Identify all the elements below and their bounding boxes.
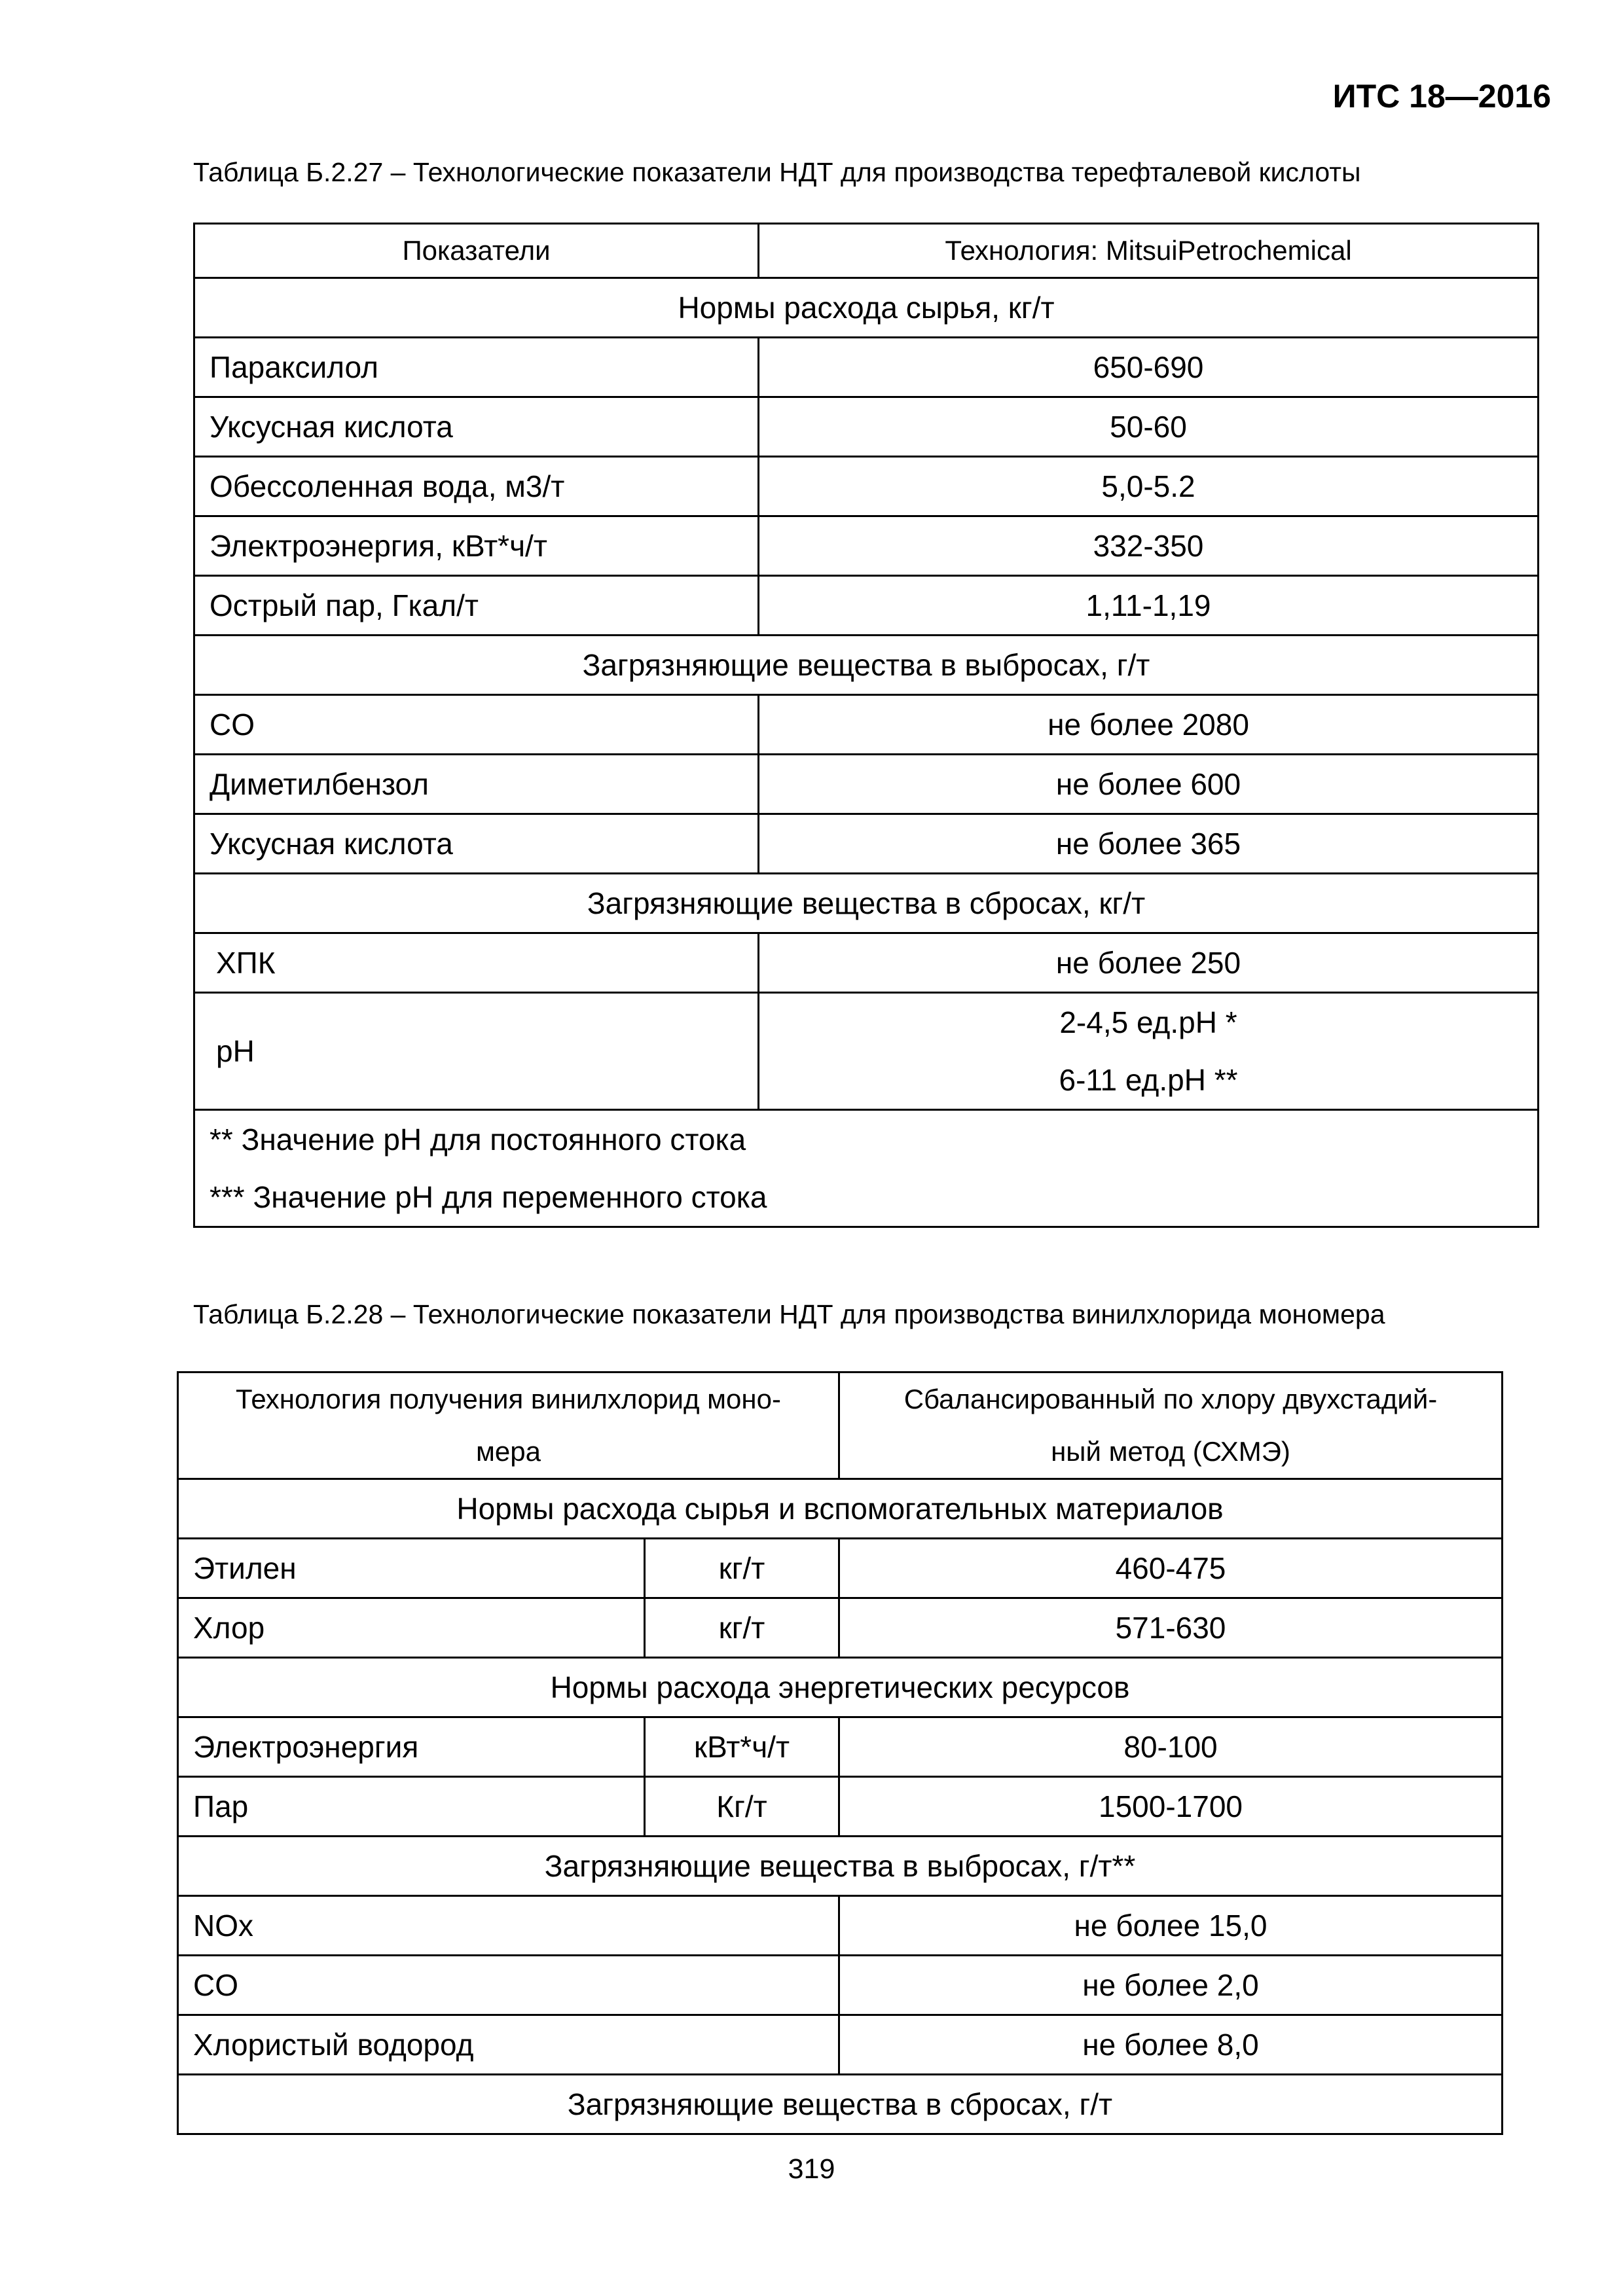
header-cell-technology — [178, 1372, 839, 1479]
table-row — [178, 1717, 1503, 1777]
row-label: Уксусная кислота — [194, 814, 759, 874]
table-row — [194, 397, 1539, 457]
header-cell-indicators: Показатели — [194, 224, 759, 278]
row-label: Электроэнергия, кВт*ч/т — [194, 516, 759, 576]
section-title: Нормы расхода сырья и вспомогательных материалов — [178, 1479, 1503, 1539]
section-row — [178, 1479, 1503, 1539]
row-label: Хлористый водород — [178, 2015, 839, 2075]
vinyl-chloride-table — [177, 1371, 1503, 2135]
table-row — [194, 933, 1539, 993]
table-row — [194, 516, 1539, 576]
row-label: CO — [178, 1956, 839, 2015]
row-value: не более 365 — [759, 814, 1539, 874]
table-row-ph — [194, 993, 1539, 1110]
section-title: Загрязняющие вещества в выбросах, г/т — [194, 636, 1539, 695]
row-unit: кг/т — [645, 1598, 839, 1658]
table-row — [178, 1539, 1503, 1598]
table-row — [178, 1896, 1503, 1956]
section-title: Нормы расхода сырья, кг/т — [194, 278, 1539, 338]
table-row — [178, 1598, 1503, 1658]
row-value: не более 600 — [759, 755, 1539, 814]
row-value: 332-350 — [759, 516, 1539, 576]
header-left-line-1: Технология получения винилхлорид моно- — [236, 1384, 781, 1414]
row-value: 650-690 — [759, 338, 1539, 397]
note-1: ** Значение pH для постоянного стока — [210, 1122, 746, 1157]
row-label: Диметилбензол — [194, 755, 759, 814]
section-row — [178, 1658, 1503, 1717]
section-row — [178, 2075, 1503, 2134]
section-row — [194, 874, 1539, 933]
row-value: 80-100 — [839, 1717, 1503, 1777]
page-number: 319 — [788, 2153, 835, 2185]
row-label: Этилен — [178, 1539, 645, 1598]
document-code: ИТС 18—2016 — [1332, 78, 1551, 115]
table-row — [194, 695, 1539, 755]
section-title: Загрязняющие вещества в сбросах, г/т — [178, 2075, 1503, 2134]
table-row — [194, 457, 1539, 516]
row-value: 5,0-5.2 — [759, 457, 1539, 516]
section-title: Загрязняющие вещества в выбросах, г/т** — [178, 1837, 1503, 1896]
notes-row — [194, 1110, 1539, 1227]
note-2: *** Значение pH для переменного стока — [210, 1180, 767, 1214]
header-right-line-1: Сбалансированный по хлору двухстадий- — [903, 1384, 1438, 1414]
row-label: Электроэнергия — [178, 1717, 645, 1777]
row-unit: кг/т — [645, 1539, 839, 1598]
header-cell-method — [839, 1372, 1503, 1479]
row-value — [759, 993, 1539, 1110]
row-label: NOx — [178, 1896, 839, 1956]
row-value: не более 2080 — [759, 695, 1539, 755]
section-row — [194, 636, 1539, 695]
row-label: Пар — [178, 1777, 645, 1837]
ph-value-2: 6-11 ед.pH ** — [1059, 1063, 1238, 1097]
row-value: не более 2,0 — [839, 1956, 1503, 2015]
notes-cell — [194, 1110, 1539, 1227]
row-unit: кВт*ч/т — [645, 1717, 839, 1777]
row-label: Параксилол — [194, 338, 759, 397]
section-title: Нормы расхода энергетических ресурсов — [178, 1658, 1503, 1717]
header-left-line-2: мера — [476, 1436, 541, 1467]
row-label: ХПК — [194, 933, 759, 993]
header-cell-technology: Технология: MitsuiPetrochemical — [759, 224, 1539, 278]
row-value: не более 15,0 — [839, 1896, 1503, 1956]
row-label: Обессоленная вода, м3/т — [194, 457, 759, 516]
row-unit: Кг/т — [645, 1777, 839, 1837]
table-row — [178, 2015, 1503, 2075]
table-row — [194, 576, 1539, 636]
row-label: Хлор — [178, 1598, 645, 1658]
table-row — [194, 755, 1539, 814]
table2-caption: Таблица Б.2.28 – Технологические показатели НДТ для производства винилхлорида мономера — [193, 1299, 1385, 1329]
row-value: 460-475 — [839, 1539, 1503, 1598]
row-label: pH — [194, 993, 759, 1110]
row-label: Острый пар, Гкал/т — [194, 576, 759, 636]
table-row — [194, 338, 1539, 397]
table1-caption: Таблица Б.2.27 – Технологические показатели НДТ для производства терефталевой кислоты — [193, 157, 1361, 187]
section-row — [194, 278, 1539, 338]
header-right-line-2: ный метод (СХМЭ) — [1051, 1436, 1290, 1467]
ph-value-1: 2-4,5 ед.pH * — [1059, 1005, 1237, 1039]
table-row — [178, 1956, 1503, 2015]
row-value: не более 250 — [759, 933, 1539, 993]
table-header-row — [178, 1372, 1503, 1479]
row-value: не более 8,0 — [839, 2015, 1503, 2075]
row-label: CO — [194, 695, 759, 755]
row-value: 571-630 — [839, 1598, 1503, 1658]
row-value: 1500-1700 — [839, 1777, 1503, 1837]
row-value: 50-60 — [759, 397, 1539, 457]
terephthalic-acid-table — [193, 223, 1539, 1228]
section-title: Загрязняющие вещества в сбросах, кг/т — [194, 874, 1539, 933]
table-header-row — [194, 224, 1539, 278]
row-label: Уксусная кислота — [194, 397, 759, 457]
table-row — [194, 814, 1539, 874]
table-row — [178, 1777, 1503, 1837]
row-value: 1,11-1,19 — [759, 576, 1539, 636]
section-row — [178, 1837, 1503, 1896]
